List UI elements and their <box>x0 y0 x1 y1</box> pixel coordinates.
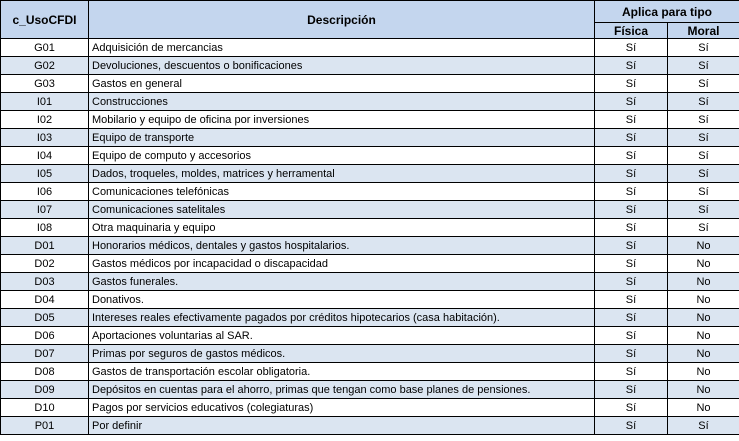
table-row <box>1 57 739 75</box>
table-row <box>1 201 739 219</box>
row-description: Gastos funerales. <box>89 273 595 291</box>
header-applies: Aplica para tipo <box>595 1 739 23</box>
row-description: Honorarios médicos, dentales y gastos hospitalarios. <box>89 237 595 255</box>
row-moral: No <box>668 255 739 273</box>
table-row <box>1 165 739 183</box>
table-row <box>1 237 739 255</box>
row-description: Construcciones <box>89 93 595 111</box>
row-moral: No <box>668 363 739 381</box>
row-description: Primas por seguros de gastos médicos. <box>89 345 595 363</box>
row-description: Equipo de computo y accesorios <box>89 147 595 165</box>
table-row <box>1 345 739 363</box>
row-code: I01 <box>1 93 89 111</box>
row-description: Intereses reales efectivamente pagados por créditos hipotecarios (casa habitación). <box>89 309 595 327</box>
row-description: Otra maquinaria y equipo <box>89 219 595 237</box>
row-code: D04 <box>1 291 89 309</box>
row-fisica: Sí <box>595 147 668 165</box>
row-moral: Sí <box>668 201 739 219</box>
row-moral: Sí <box>668 75 739 93</box>
row-fisica: Sí <box>595 417 668 435</box>
row-code: I04 <box>1 147 89 165</box>
row-fisica: Sí <box>595 165 668 183</box>
row-description: Aportaciones voluntarias al SAR. <box>89 327 595 345</box>
table-row <box>1 417 739 435</box>
row-code: I02 <box>1 111 89 129</box>
row-fisica: Sí <box>595 129 668 147</box>
table-row <box>1 273 739 291</box>
row-moral: Sí <box>668 111 739 129</box>
row-description: Mobilario y equipo de oficina por inversiones <box>89 111 595 129</box>
table-row <box>1 363 739 381</box>
row-moral: Sí <box>668 39 739 57</box>
row-fisica: Sí <box>595 237 668 255</box>
table-row <box>1 255 739 273</box>
row-description: Equipo de transporte <box>89 129 595 147</box>
row-fisica: Sí <box>595 273 668 291</box>
row-fisica: Sí <box>595 345 668 363</box>
row-fisica: Sí <box>595 183 668 201</box>
row-fisica: Sí <box>595 75 668 93</box>
row-moral: Sí <box>668 165 739 183</box>
row-code: I06 <box>1 183 89 201</box>
row-description: Gastos médicos por incapacidad o discapacidad <box>89 255 595 273</box>
row-fisica: Sí <box>595 39 668 57</box>
row-description: Pagos por servicios educativos (colegiaturas) <box>89 399 595 417</box>
row-fisica: Sí <box>595 255 668 273</box>
row-code: D06 <box>1 327 89 345</box>
row-description: Gastos en general <box>89 75 595 93</box>
table-row <box>1 399 739 417</box>
table-row <box>1 93 739 111</box>
row-code: D08 <box>1 363 89 381</box>
row-code: D05 <box>1 309 89 327</box>
table-row <box>1 183 739 201</box>
table-row <box>1 291 739 309</box>
row-fisica: Sí <box>595 363 668 381</box>
table-row <box>1 75 739 93</box>
table-header <box>1 1 739 39</box>
row-code: D09 <box>1 381 89 399</box>
row-code: P01 <box>1 417 89 435</box>
row-moral: Sí <box>668 57 739 75</box>
row-description: Comunicaciones telefónicas <box>89 183 595 201</box>
row-moral: No <box>668 273 739 291</box>
row-description: Donativos. <box>89 291 595 309</box>
row-moral: No <box>668 327 739 345</box>
table-row <box>1 39 739 57</box>
table-row <box>1 381 739 399</box>
table-row <box>1 147 739 165</box>
row-fisica: Sí <box>595 309 668 327</box>
row-moral: No <box>668 381 739 399</box>
row-moral: No <box>668 309 739 327</box>
row-code: I07 <box>1 201 89 219</box>
row-fisica: Sí <box>595 219 668 237</box>
header-moral: Moral <box>668 23 739 39</box>
row-description: Gastos de transportación escolar obligatoria. <box>89 363 595 381</box>
row-code: D01 <box>1 237 89 255</box>
table-row <box>1 111 739 129</box>
row-moral: No <box>668 399 739 417</box>
row-moral: Sí <box>668 183 739 201</box>
table-row <box>1 309 739 327</box>
table-row <box>1 219 739 237</box>
table-body <box>1 39 739 435</box>
row-description: Adquisición de mercancias <box>89 39 595 57</box>
row-code: D10 <box>1 399 89 417</box>
row-description: Dados, troqueles, moldes, matrices y herramental <box>89 165 595 183</box>
row-fisica: Sí <box>595 57 668 75</box>
table-row <box>1 129 739 147</box>
header-code: c_UsoCFDI <box>1 1 89 39</box>
row-fisica: Sí <box>595 111 668 129</box>
row-code: I08 <box>1 219 89 237</box>
row-description: Devoluciones, descuentos o bonificaciones <box>89 57 595 75</box>
row-moral: Sí <box>668 219 739 237</box>
row-code: G01 <box>1 39 89 57</box>
row-fisica: Sí <box>595 291 668 309</box>
table-row <box>1 327 739 345</box>
row-moral: Sí <box>668 147 739 165</box>
row-code: I03 <box>1 129 89 147</box>
row-fisica: Sí <box>595 327 668 345</box>
row-fisica: Sí <box>595 399 668 417</box>
row-code: G03 <box>1 75 89 93</box>
row-description: Comunicaciones satelitales <box>89 201 595 219</box>
row-moral: No <box>668 345 739 363</box>
row-moral: No <box>668 291 739 309</box>
row-moral: Sí <box>668 93 739 111</box>
row-fisica: Sí <box>595 93 668 111</box>
row-fisica: Sí <box>595 201 668 219</box>
row-code: D03 <box>1 273 89 291</box>
header-fisica: Física <box>595 23 668 39</box>
row-description: Depósitos en cuentas para el ahorro, primas que tengan como base planes de pensiones. <box>89 381 595 399</box>
row-moral: Sí <box>668 417 739 435</box>
row-moral: Sí <box>668 129 739 147</box>
row-description: Por definir <box>89 417 595 435</box>
row-code: I05 <box>1 165 89 183</box>
row-code: D02 <box>1 255 89 273</box>
header-description: Descripción <box>89 1 595 39</box>
row-code: D07 <box>1 345 89 363</box>
row-fisica: Sí <box>595 381 668 399</box>
row-code: G02 <box>1 57 89 75</box>
row-moral: No <box>668 237 739 255</box>
